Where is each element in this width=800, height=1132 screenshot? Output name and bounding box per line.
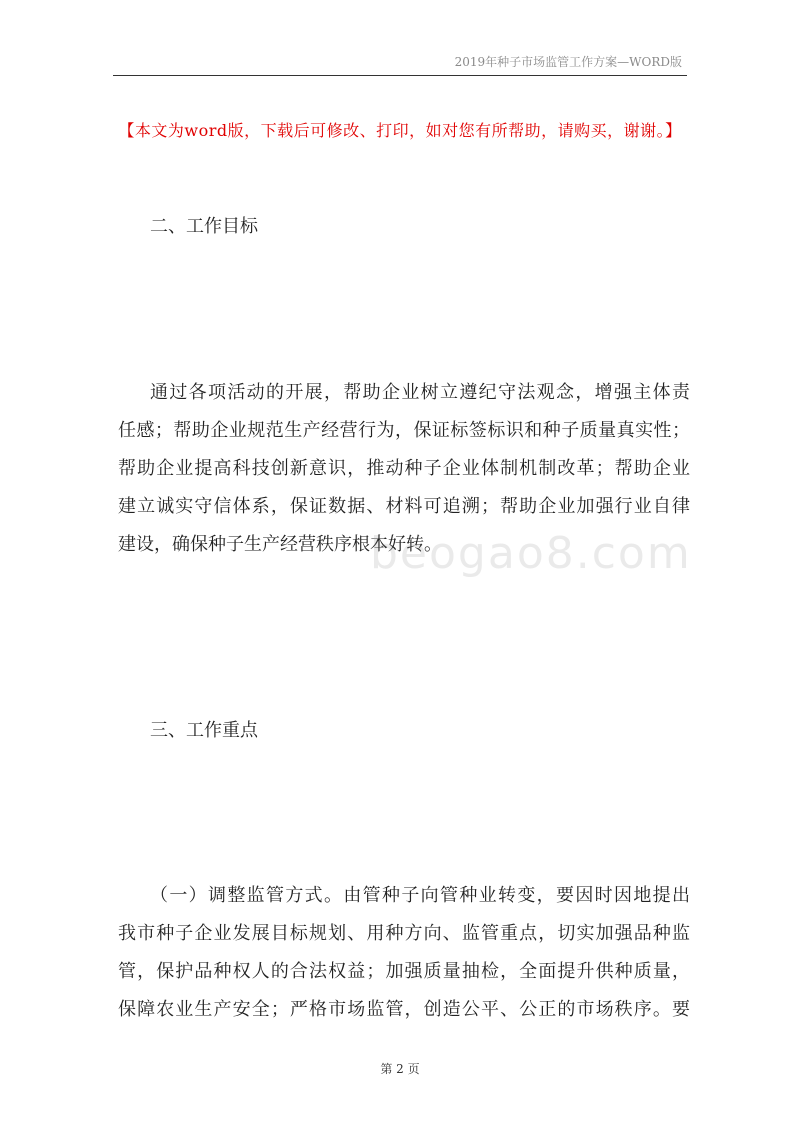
paragraph-line: 通过各项活动的开展，帮助企业树立遵纪守法观念，增强主体责 bbox=[150, 382, 690, 403]
paragraph-line: 保障农业生产安全；严格市场监管，创造公平、公正的市场秩序。要 bbox=[118, 999, 690, 1020]
section-heading-goals: 二、工作目标 bbox=[150, 216, 258, 237]
header-divider bbox=[113, 75, 687, 76]
paragraph-line: 建立诚实守信体系，保证数据、材料可追溯；帮助企业加强行业自律 bbox=[118, 496, 690, 517]
paragraph-line: 任感；帮助企业规范生产经营行为，保证标签标识和种子质量真实性； bbox=[118, 420, 690, 441]
paragraph-line: 我市种子企业发展目标规划、用种方向、监管重点，切实加强品种监 bbox=[118, 923, 690, 944]
section-heading-focus: 三、工作重点 bbox=[150, 720, 258, 741]
paragraph-line: （一）调整监管方式。由管种子向管种业转变，要因时因地提出 bbox=[150, 885, 690, 906]
focus-paragraph bbox=[118, 877, 690, 1029]
watermark: beogao8.com bbox=[370, 528, 692, 579]
document-title: 2019年种子市场监管工作方案—WORD版 bbox=[454, 55, 682, 69]
page-number: 第 2 页 bbox=[380, 1062, 420, 1076]
paragraph-line: 建设，确保种子生产经营秩序根本好转。 bbox=[118, 534, 442, 555]
purchase-notice: 【本文为word版，下载后可修改、打印，如对您有所帮助，请购买，谢谢。】 bbox=[118, 121, 682, 140]
paragraph-line: 管，保护品种权人的合法权益；加强质量抽检，全面提升供种质量， bbox=[118, 961, 690, 982]
paragraph-line: 帮助企业提高科技创新意识，推动种子企业体制机制改革；帮助企业 bbox=[118, 458, 690, 479]
